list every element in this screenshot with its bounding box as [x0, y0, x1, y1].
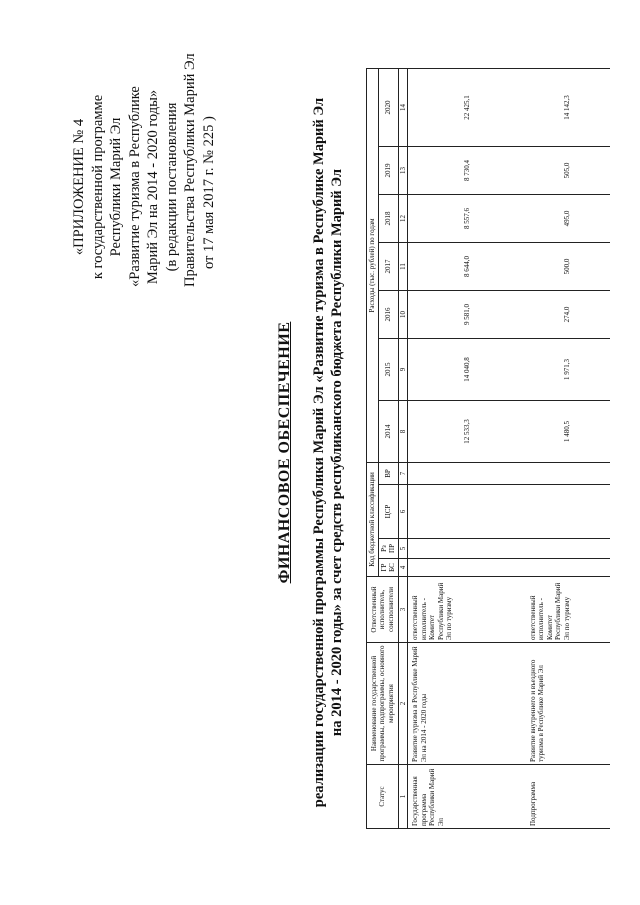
row-value: 1 971,3: [526, 338, 610, 400]
column-number: 1: [398, 765, 408, 829]
header-grbs: ГР БС: [378, 559, 398, 577]
row-value: 505,0: [526, 146, 610, 194]
row-name: Развитие внутреннего и въездного туризма в Республике Марий Эл: [526, 643, 610, 765]
header-status: Статус: [367, 765, 399, 829]
header-year: 2016: [378, 290, 398, 338]
document-subtitle: [310, 40, 346, 865]
row-value: 9 581,0: [408, 290, 526, 338]
row-status: Подпрограмма: [526, 765, 610, 829]
financing-table: [366, 68, 610, 829]
header-name: Наименование государственной программы, подпрограммы, основного мероприятия: [367, 643, 399, 765]
column-number: 2: [398, 643, 408, 765]
column-number: 5: [398, 539, 408, 559]
approval-line: Республики Марий Эл: [108, 117, 124, 257]
column-number: 10: [398, 290, 408, 338]
column-number: 14: [398, 68, 408, 146]
header-year: 2017: [378, 242, 398, 290]
approval-block: [70, 53, 218, 287]
column-number: 11: [398, 242, 408, 290]
header-rzpr: Рз ПР: [378, 539, 398, 559]
column-number: 4: [398, 559, 408, 577]
row-vr: [526, 462, 610, 484]
column-number: 8: [398, 400, 408, 462]
document-title: ФИНАНСОВОЕ ОБЕСПЕЧЕНИЕ: [276, 321, 293, 584]
approval-line: «ПРИЛОЖЕНИЕ № 4: [71, 118, 87, 256]
column-number: 6: [398, 485, 408, 539]
column-number-row: [398, 68, 408, 828]
header-year: 2015: [378, 338, 398, 400]
row-grbs: [408, 559, 526, 577]
subtitle-line: реализации государственной программы Республики Марий Эл «Развитие туризма в Республике Марий Эл: [311, 97, 327, 808]
approval-line: (в редакции постановления: [163, 102, 180, 272]
row-value: 495,0: [526, 194, 610, 242]
approval-line: Правительства Республики Марий Эл: [182, 53, 198, 287]
row-rzpr: [408, 539, 526, 559]
header-budget-code: Код бюджетной классификации: [367, 462, 379, 576]
column-number: 9: [398, 338, 408, 400]
column-number: 13: [398, 146, 408, 194]
row-value: 22 425,1: [408, 68, 526, 146]
approval-line: Марий Эл на 2014 - 2020 годы»: [145, 89, 161, 285]
header-year: 2020: [378, 68, 398, 146]
row-responsible: ответственный исполнитель - Комитет Республики Марий Эл по туризму: [526, 577, 610, 643]
row-csr: [408, 485, 526, 539]
table-row: [526, 68, 610, 828]
column-number: 3: [398, 577, 408, 643]
header-year: 2014: [378, 400, 398, 462]
header-year: 2018: [378, 194, 398, 242]
row-name: Развитие туризма в Республике Марий Эл на 2014 - 2020 годы: [408, 643, 526, 765]
row-value: 8 644,0: [408, 242, 526, 290]
approval-line: к государственной программе: [89, 94, 106, 280]
subtitle-line: на 2014 - 2020 годы» за счет средств республиканского бюджета Республики Марий Эл: [329, 168, 345, 737]
approval-line: от 17 мая 2017 г. № 225 ): [200, 116, 217, 269]
row-csr: [526, 485, 610, 539]
row-value: 12 533,3: [408, 400, 526, 462]
header-expenses: Расходы (тыс. рублей) по годам: [367, 68, 379, 462]
header-csr: ЦСР: [378, 485, 398, 539]
table-row: [408, 68, 526, 828]
row-value: 274,0: [526, 290, 610, 338]
row-responsible: ответственный исполнитель - Комитет Республики Марий Эл по туризму: [408, 577, 526, 643]
header-responsible: Ответственный исполнитель, соисполнители: [367, 577, 399, 643]
row-value: 14 142,3: [526, 68, 610, 146]
row-value: 8 557,6: [408, 194, 526, 242]
row-grbs: [526, 559, 610, 577]
row-value: 500,0: [526, 242, 610, 290]
row-value: 1 480,5: [526, 400, 610, 462]
row-rzpr: [526, 539, 610, 559]
column-number: 7: [398, 462, 408, 484]
row-value: 14 040,8: [408, 338, 526, 400]
header-year: 2019: [378, 146, 398, 194]
row-value: 8 730,4: [408, 146, 526, 194]
header-vr: ВР: [378, 462, 398, 484]
row-status: Государственная программа Республики Марий Эл: [408, 765, 526, 829]
row-vr: [408, 462, 526, 484]
column-number: 12: [398, 194, 408, 242]
approval-line: «Развитие туризма в Республике: [126, 86, 143, 287]
